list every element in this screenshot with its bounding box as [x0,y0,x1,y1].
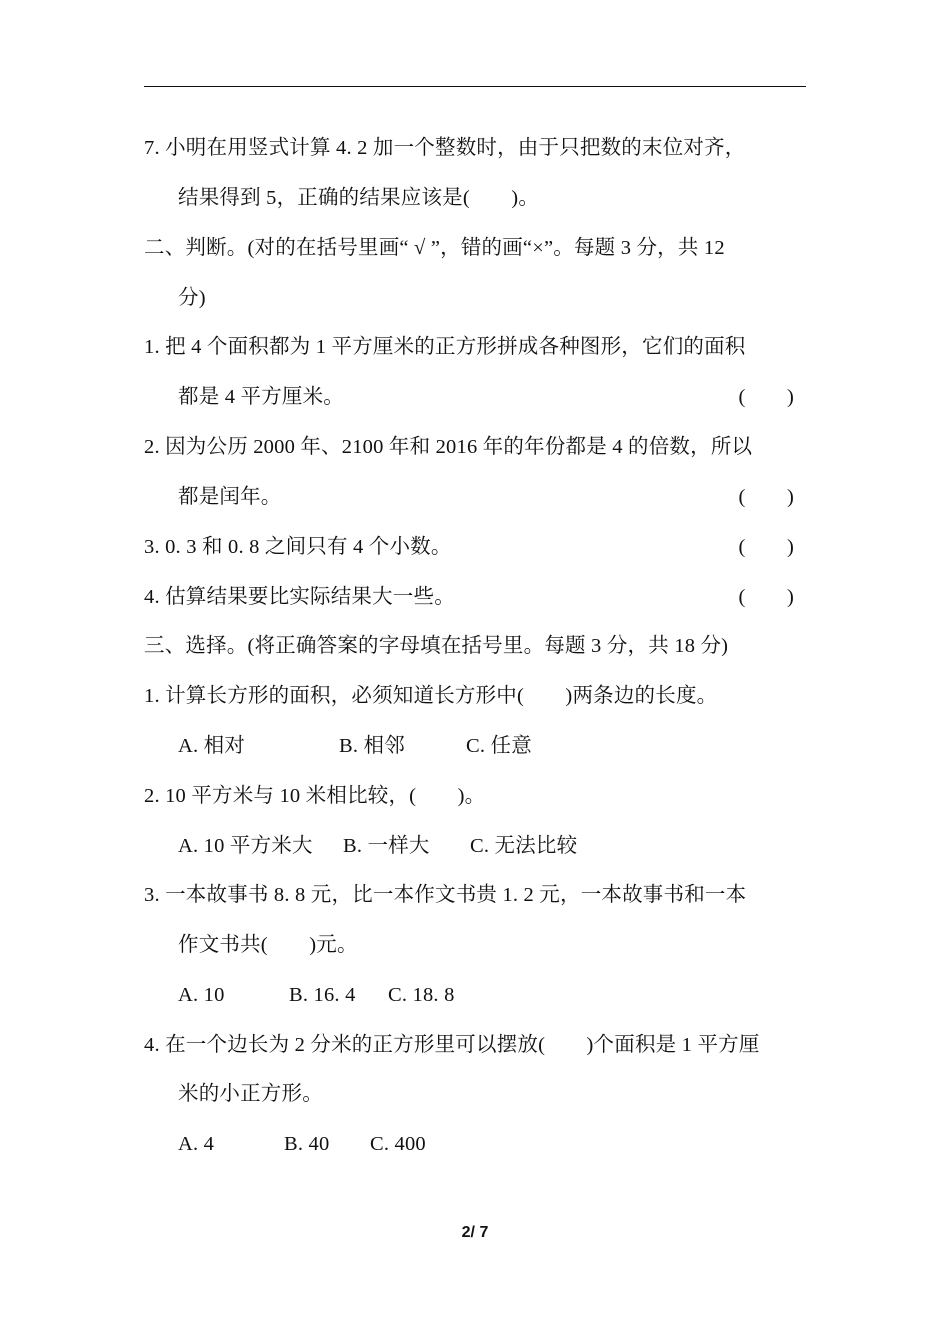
question-7-line-1: 7. 小明在用竖式计算 4. 2 加一个整数时，由于只把数的末位对齐， [144,137,746,159]
choice-1-option-b[interactable]: B. 相邻 [339,735,405,757]
judge-3-answer-paren[interactable]: ( ) [738,536,794,558]
header-rule [144,86,806,87]
judge-3-line [144,530,806,564]
choice-1-question: 1. 计算长方形的面积，必须知道长方形中( )两条边的长度。 [144,685,718,707]
judge-2-line-1: 2. 因为公历 2000 年、2100 年和 2016 年的年份都是 4 的倍数，所以 [144,436,753,458]
choice-3-option-b[interactable]: B. 16. 4 [289,984,356,1006]
section-2-header-cont: 分) [178,287,206,309]
choice-3-option-a[interactable]: A. 10 [178,984,225,1006]
judge-1-text: 都是 4 平方厘米。 [178,386,344,408]
choice-4-line-1: 4. 在一个边长为 2 分米的正方形里可以摆放( )个面积是 1 平方厘 [144,1034,760,1056]
choice-1-options [178,729,806,763]
choice-4-line-2: 米的小正方形。 [178,1083,323,1105]
choice-3-option-c[interactable]: C. 18. 8 [388,984,455,1006]
judge-2-answer-paren[interactable]: ( ) [738,486,794,508]
choice-2-options [178,829,806,863]
judge-4-line [144,580,806,614]
section-2-header: 二、判断。(对的在括号里画“ √ ”，错的画“×”。每题 3 分，共 12 [144,237,725,259]
section-3-header: 三、选择。(将正确答案的字母填在括号里。每题 3 分，共 18 分) [144,635,729,657]
judge-4-answer-paren[interactable]: ( ) [738,586,794,608]
choice-2-option-a[interactable]: A. 10 平方米大 [178,835,313,857]
choice-3-line-2: 作文书共( )元。 [178,934,358,956]
judge-1-answer-paren[interactable]: ( ) [738,386,794,408]
choice-4-option-b[interactable]: B. 40 [284,1133,330,1155]
question-7-line-2: 结果得到 5，正确的结果应该是( )。 [178,187,540,209]
choice-3-options [178,978,806,1012]
choice-1-option-a[interactable]: A. 相对 [178,735,246,757]
judge-1-line-2 [178,380,806,414]
judge-2-text: 都是闰年。 [178,486,282,508]
choice-1-option-c[interactable]: C. 任意 [466,735,532,757]
page-number: 2/ 7 [461,1224,489,1241]
judge-2-line-2 [178,480,806,514]
choice-4-options [178,1127,806,1161]
choice-2-option-c[interactable]: C. 无法比较 [470,835,578,857]
choice-4-option-a[interactable]: A. 4 [178,1133,215,1155]
choice-2-question: 2. 10 平方米与 10 米相比较，( )。 [144,785,486,807]
judge-4-text: 4. 估算结果要比实际结果大一些。 [144,586,455,608]
judge-3-text: 3. 0. 3 和 0. 8 之间只有 4 个小数。 [144,536,452,558]
choice-4-option-c[interactable]: C. 400 [370,1133,426,1155]
judge-1-line-1: 1. 把 4 个面积都为 1 平方厘米的正方形拼成各种图形，它们的面积 [144,336,746,358]
choice-2-option-b[interactable]: B. 一样大 [343,835,430,857]
choice-3-line-1: 3. 一本故事书 8. 8 元，比一本作文书贵 1. 2 元，一本故事书和一本 [144,884,747,906]
